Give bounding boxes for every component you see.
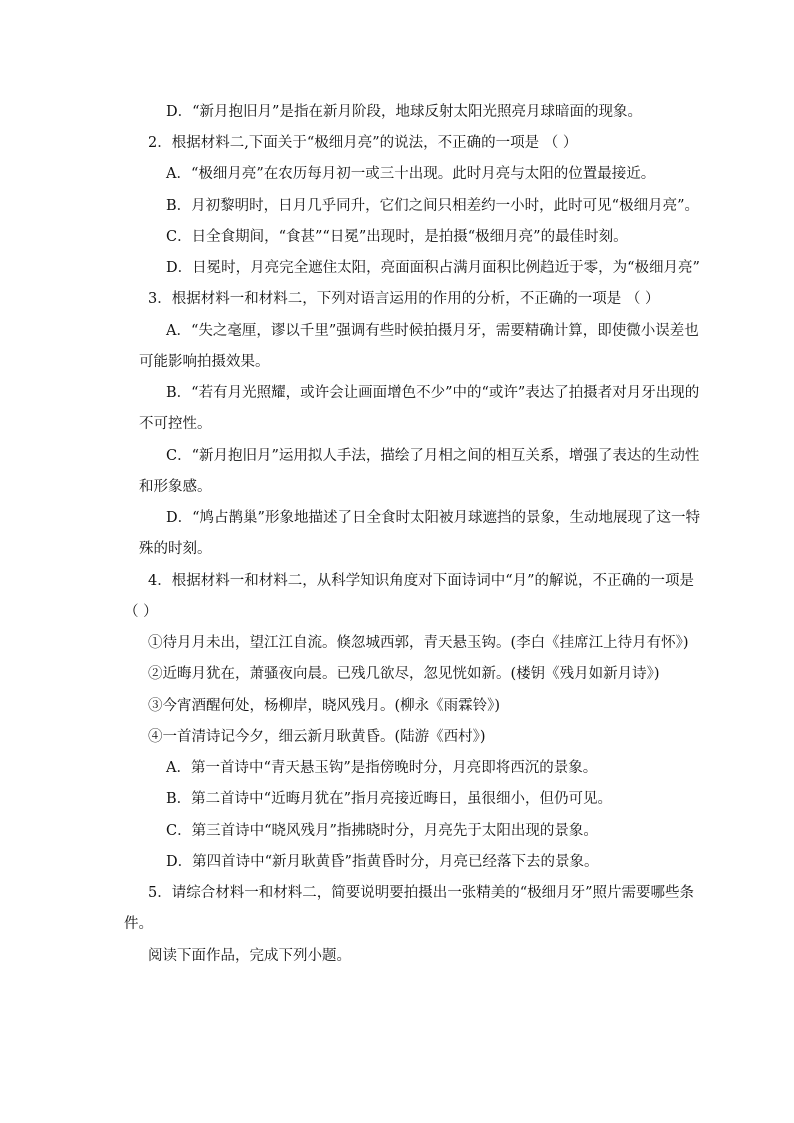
poem-4: ④一首清诗记今夕，细云新月耿黄昏。(陆游《西村》) <box>148 729 486 745</box>
q4-option-c: C．第三首诗中“晓风残月”指拂晓时分，月亮先于太阳出现的景象。 <box>166 823 598 839</box>
q3-option-a-cont: 可能影响拍摄效果。 <box>139 354 270 370</box>
q5-stem: 5．请综合材料一和材料二，简要说明要拍摄出一张精美的“极细月牙”照片需要哪些条 <box>148 885 695 901</box>
q3-option-d-cont: 殊的时刻。 <box>139 541 212 557</box>
q3-option-b: B．“若有月光照耀，或许会让画面增色不少”中的“或许”表达了拍摄者对月牙出现的 <box>166 385 700 401</box>
q4-stem-cont: （ ） <box>124 604 158 620</box>
q2-stem: 2．根据材料二,下面关于“极细月亮”的说法，不正确的一项是 （ ） <box>148 135 578 151</box>
q3-option-a: A．“失之毫厘，谬以千里”强调有些时候拍摄月牙，需要精确计算，即使微小误差也 <box>166 323 699 339</box>
q3-option-c: C．“新月抱旧月”运用拟人手法，描绘了月相之间的相互关系，增强了表达的生动性 <box>166 448 700 464</box>
poem-1: ①待月月未出，望江江自流。倏忽城西郭，青天悬玉钩。(李白《挂席江上待月有怀》) <box>148 635 689 651</box>
q2-option-b: B．月初黎明时，日月几乎同升，它们之间只相差约一小时，此时可见“极细月亮”。 <box>166 198 699 214</box>
q5-stem-cont: 件。 <box>124 916 153 932</box>
q4-option-d: D．第四首诗中“新月耿黄昏”指黄昏时分，月亮已经落下去的景象。 <box>166 854 599 870</box>
q1-option-d: D．“新月抱旧月”是指在新月阶段，地球反射太阳光照亮月球暗面的现象。 <box>166 104 642 120</box>
poem-2: ②近晦月犹在，萧骚夜向晨。已残几欲尽，忽见恍如新。(楼钥《残月如新月诗》) <box>148 666 660 682</box>
q3-option-d: D．“鸠占鹊巢”形象地描述了日全食时太阳被月球遮挡的景象，生动地展现了这一特 <box>166 510 700 526</box>
q2-option-c: C．日全食期间，“食甚”“日冕”出现时，是拍摄“极细月亮”的最佳时刻。 <box>166 229 628 245</box>
q4-option-a: A．第一首诗中“青天悬玉钩”是指傍晚时分，月亮即将西沉的景象。 <box>166 760 598 776</box>
q4-stem: 4．根据材料一和材料二，从科学知识角度对下面诗词中“月”的解说，不正确的一项是 <box>148 573 695 589</box>
q3-option-c-cont: 和形象感。 <box>139 479 212 495</box>
reading-instruction: 阅读下面作品，完成下列小题。 <box>148 948 351 964</box>
q4-option-b: B．第二首诗中“近晦月犹在”指月亮接近晦日，虽很细小，但仍可见。 <box>166 791 612 807</box>
q3-option-b-cont: 不可控性。 <box>139 416 212 432</box>
q2-option-a: A．“极细月亮”在农历每月初一或三十出现。此时月亮与太阳的位置最接近。 <box>166 166 656 182</box>
q2-option-d: D．日冕时，月亮完全遮住太阳，亮面面积占满月面积比例趋近于零，为“极细月亮” <box>166 260 700 276</box>
poem-3: ③今宵酒醒何处，杨柳岸，晓风残月。(柳永《雨霖铃》) <box>148 698 501 714</box>
q3-stem: 3．根据材料一和材料二，下列对语言运用的作用的分析，不正确的一项是 （ ） <box>148 291 660 307</box>
